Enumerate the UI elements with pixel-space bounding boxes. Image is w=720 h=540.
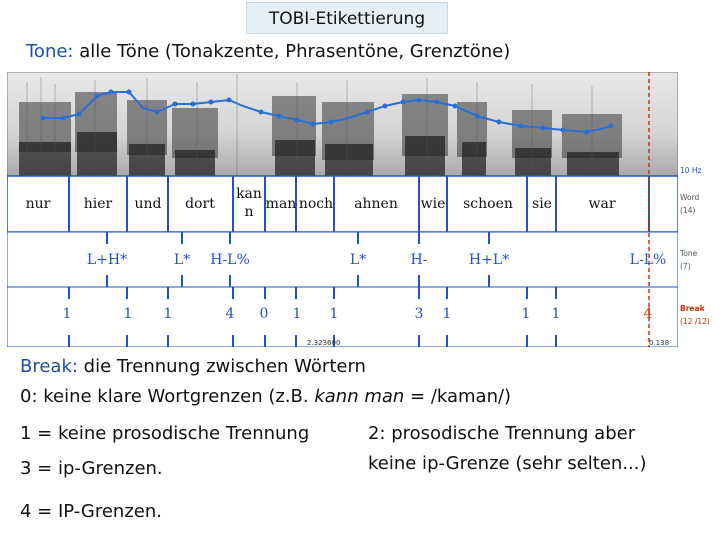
- word-label: noch: [298, 196, 334, 212]
- word-label: ahnen: [354, 196, 398, 212]
- word-label: wie: [420, 196, 446, 212]
- break-heading-label: Break:: [20, 356, 78, 377]
- tone-label: L-L%: [629, 252, 667, 268]
- tone-label: L+H*: [86, 252, 128, 268]
- tone-heading: [26, 41, 510, 62]
- time-readout: 2.323600: [307, 339, 341, 347]
- word-label: nur: [25, 196, 51, 212]
- word-label: dort: [185, 196, 215, 212]
- break-4-definition: 4 = IP-Grenzen.: [20, 501, 162, 522]
- break-label: 1: [62, 306, 72, 322]
- break-label: 0: [259, 306, 269, 322]
- break-label: 3: [414, 306, 424, 322]
- break-heading-text: die Trennung zwischen Wörtern: [77, 356, 366, 377]
- break-0-suffix: = /kaman/): [404, 386, 512, 407]
- tone-label: L*: [349, 252, 367, 268]
- tone-tier-name: Tone: [680, 249, 698, 258]
- break-tier: [7, 287, 678, 347]
- break-label: 4: [643, 306, 653, 322]
- tone-label: H-L%: [210, 252, 250, 268]
- tone-label: H+L*: [468, 252, 510, 268]
- break-label: 1: [163, 306, 173, 322]
- break-label: 1: [442, 306, 452, 322]
- word-tier-count: (14): [680, 206, 696, 215]
- tone-label: H-: [410, 252, 428, 268]
- pitch-hz-label: 10 Hz: [680, 166, 702, 175]
- break-1-definition: 1 = keine prosodische Trennung: [20, 423, 310, 444]
- break-label: 1: [292, 306, 302, 322]
- word-label: war: [588, 196, 616, 212]
- break-0-example: kann man: [314, 386, 405, 407]
- word-label: und: [134, 196, 162, 212]
- break-label: 1: [329, 306, 339, 322]
- tone-description: alle Töne (Tonakzente, Phrasentöne, Grenztöne): [73, 41, 511, 62]
- praat-textgrid: [7, 72, 678, 347]
- word-label: man: [265, 196, 297, 212]
- break-tier-count: (12 /12): [680, 317, 710, 326]
- break-0-prefix: 0: keine klare Wortgrenzen (z.B.: [20, 386, 315, 407]
- break-2-definition-cont: keine ip-Grenze (sehr selten...): [368, 453, 647, 474]
- praat-svg: [7, 72, 678, 347]
- break-heading: [20, 356, 366, 377]
- tone-label: Tone:: [26, 41, 74, 62]
- word-label: sie: [532, 196, 552, 212]
- break-label: 1: [551, 306, 561, 322]
- break-2-definition: 2: prosodische Trennung aber: [368, 423, 636, 444]
- break-label: 4: [225, 306, 235, 322]
- break-label: 1: [521, 306, 531, 322]
- word-tier-name: Word: [680, 193, 700, 202]
- tone-tier-count: (7): [680, 262, 691, 271]
- word-label: schoen: [463, 196, 513, 212]
- break-3-definition: 3 = ip-Grenzen.: [20, 458, 163, 479]
- word-label: n: [244, 204, 254, 220]
- slide-title: TOBI-Etikettierung: [246, 2, 448, 34]
- break-tier-name: Break: [680, 304, 705, 313]
- word-label: kan: [236, 186, 262, 202]
- word-label: hier: [83, 196, 113, 212]
- duration-readout: 0.138: [649, 339, 670, 347]
- break-label: 1: [123, 306, 133, 322]
- spectrogram: [7, 72, 678, 176]
- break-0-definition: [20, 386, 511, 407]
- tone-label: L*: [173, 252, 191, 268]
